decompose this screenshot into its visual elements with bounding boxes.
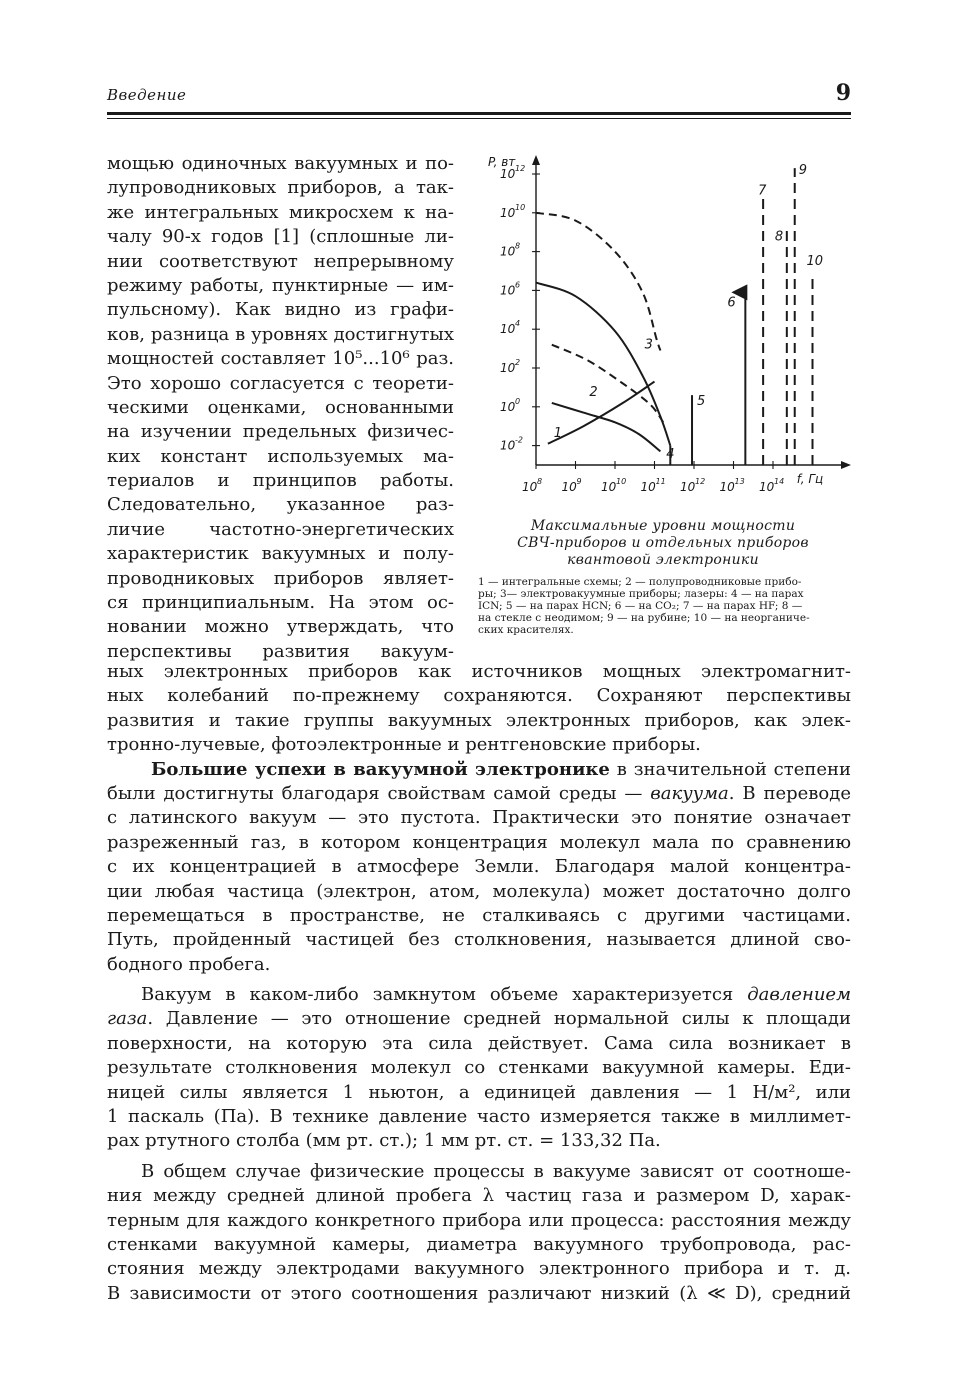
series-label-3: 3 — [644, 337, 653, 353]
y-tick-exponent: 12 — [515, 164, 526, 173]
text-line: с латинского вакуум — это пустота. Практически это понятие означает — [107, 807, 851, 829]
series-label-2: 2 — [589, 385, 598, 401]
x-tick-label: 10 — [719, 480, 735, 494]
legend-line: ICN; 5 — на парах HCN; 6 — на CO₂; 7 — на парах HF; 8 — — [478, 600, 803, 612]
caption-line: Максимальные уровни мощности — [530, 518, 796, 534]
text-line: лупроводниковых приборов, а так- — [107, 177, 454, 199]
x-axis-arrow — [841, 461, 851, 469]
x-tick-exponent: 11 — [655, 477, 666, 486]
y-tick-exponent: 2 — [515, 358, 521, 367]
y-tick-exponent: -2 — [515, 435, 523, 445]
emphasis: вакуума — [650, 782, 729, 804]
text-line: ных колебаний по-прежнему сохраняются. Сохраняют перспективы — [107, 685, 851, 707]
emphasis: газа — [107, 1008, 148, 1030]
text-line: перспективы развития вакуум- — [107, 640, 454, 662]
text-line: нии соответствуют непрерывному — [107, 250, 454, 272]
x-tick-exponent: 10 — [616, 477, 627, 486]
text-line: ницей силы является 1 ньютон, а единицей давления — 1 Н/м², или — [107, 1081, 851, 1103]
legend-line: на стекле с неодимом; 9 — на рубине; 10 — на неорганиче- — [478, 612, 810, 624]
text-line: личие частотно-энергетических — [107, 518, 454, 540]
y-tick-exponent: 0 — [515, 396, 521, 406]
figure-legend — [478, 576, 850, 636]
x-tick-exponent: 12 — [695, 477, 706, 486]
y-tick-label: 10 — [500, 399, 516, 414]
x-tick-label: 10 — [522, 480, 538, 494]
text-line: бодного пробега. — [107, 953, 271, 975]
marker-label-8: 8 — [774, 229, 784, 245]
paragraph-line: Большие успехи в вакуумной электронике в значительной степени — [151, 758, 851, 780]
y-tick-label: 10 — [500, 438, 516, 453]
header-rule-thick — [107, 112, 851, 115]
text-line: ции любая частица (электрон, атом, молекула) может достаточно долго — [107, 880, 851, 902]
text-line: терным для каждого конкретного прибора или процесса: расстояния между — [107, 1209, 851, 1231]
text-line: пульсному). Как видно из графи- — [107, 299, 454, 321]
text-line: ких констант используемых ма- — [107, 445, 454, 467]
y-axis-arrow — [532, 155, 540, 165]
main-body-text — [107, 660, 851, 1306]
x-tick-label: 10 — [680, 480, 696, 494]
text-line: результате столкновения молекул со стенками вакуумной камеры. Еди- — [107, 1057, 851, 1079]
paragraph-line: Вакуум в каком-либо замкнутом объеме характеризуется давлением — [141, 984, 851, 1006]
series-line-5 — [536, 213, 660, 351]
x-axis-label: f, Гц — [796, 472, 824, 486]
emphasis: давлением — [747, 984, 851, 1006]
series-label-1: 1 — [553, 425, 563, 441]
legend-line: 1 — интегральные схемы; 2 — полупроводниковые прибо- — [478, 576, 802, 588]
marker-label-10: 10 — [806, 253, 824, 269]
text-line: мощью одиночных вакуумных и по- — [107, 153, 454, 174]
y-tick-label: 10 — [500, 244, 516, 259]
series-line-2 — [552, 403, 661, 452]
text-line: Это хорошо согласуется с теорети- — [107, 372, 454, 394]
marker-label-5: 5 — [697, 394, 706, 410]
text-line: режиму работы, пунктирные — им- — [107, 274, 454, 296]
legend-line: ских красителях. — [478, 624, 574, 636]
caption-line: квантовой электроники — [567, 552, 759, 568]
figure-caption — [482, 518, 844, 569]
marker-label-7: 7 — [758, 183, 767, 199]
y-tick-exponent: 8 — [515, 241, 521, 251]
paragraph-line: В общем случае физические процессы в вакууме зависят от соотноше- — [141, 1160, 851, 1182]
x-tick-exponent: 8 — [537, 477, 543, 486]
y-tick-label: 10 — [500, 322, 516, 337]
text-line: чалу 90-х годов [1] (сплошные ли- — [107, 226, 454, 248]
bold-lead: Большие успехи в вакуумной электронике — [151, 758, 610, 780]
text-line: развития и такие группы вакуумных электронных приборов, как элек- — [107, 709, 851, 731]
text-line: ческими оценками, основанными — [107, 396, 454, 418]
text-line: поверхности, на которую эта сила действует. Сама сила возникает в — [107, 1032, 851, 1054]
paragraph-line: газа. Давление — это отношение средней нормальной силы к площади — [107, 1008, 851, 1030]
y-tick-exponent: 6 — [515, 280, 521, 290]
x-tick-label: 10 — [561, 480, 577, 494]
page-number: 9 — [835, 80, 851, 106]
header-rule-thin — [107, 118, 851, 119]
marker-label-9: 9 — [798, 163, 808, 179]
text-line: на изучении предельных физичес- — [107, 421, 454, 443]
marker-label-6: 6 — [727, 295, 736, 311]
text-line: новании можно утверждать, что — [107, 616, 454, 638]
y-tick-exponent: 4 — [515, 319, 521, 329]
y-tick-label: 10 — [500, 283, 516, 298]
paragraph-line: были достигнуты благодаря свойствам самой среды — вакуума. В переводе — [107, 782, 851, 804]
y-tick-label: 10 — [500, 361, 516, 375]
text-line: разреженный газ, в котором концентрация молекул мала по сравнению — [107, 831, 851, 853]
x-tick-exponent: 9 — [576, 477, 582, 486]
text-line: же интегральных микросхем к на- — [107, 201, 454, 223]
text-line: териалов и принципов работы. — [107, 470, 454, 492]
caption-line: СВЧ-приборов и отдельных приборов — [517, 535, 809, 551]
text-line: ния между средней длиной пробега λ частиц газа и размером D, харак- — [107, 1185, 851, 1207]
text-line: В зависимости от этого соотношения различают низкий (λ ≪ D), средний — [107, 1282, 851, 1304]
x-tick-exponent: 14 — [774, 477, 785, 486]
text-line: тронно-лучевые, фотоэлектронные и рентгеновские приборы. — [107, 734, 701, 756]
chart-svg — [486, 150, 856, 510]
text-line: ся принципиальным. На этом ос- — [107, 592, 454, 614]
running-header: Введение — [107, 86, 187, 104]
text-line: стенками вакуумной камеры, диаметра вакуумного трубопровода, рас- — [107, 1233, 851, 1255]
marker-label-4: 4 — [666, 447, 675, 462]
y-tick-label: 10 — [500, 167, 516, 181]
x-tick-label: 10 — [601, 480, 617, 494]
text-line: перемещаться в пространстве, не сталкиваясь с другими частицами. — [107, 904, 851, 926]
y-tick-exponent: 10 — [515, 202, 526, 212]
text-line: 1 паскаль (Па). В технике давление часто измеряется также в миллимет- — [107, 1106, 851, 1128]
text-line: характеристик вакуумных и полу- — [107, 543, 454, 565]
text-line: Путь, пройденный частицей без столкновения, называется длиной сво- — [107, 929, 851, 951]
left-column-text — [107, 152, 454, 664]
text-line: стояния между электродами вакуумного электронного прибора и т. д. — [107, 1258, 851, 1280]
legend-line: ры; 3— электровакуумные приборы; лазеры: 4 — на парах — [478, 588, 804, 600]
series-line-4 — [536, 283, 670, 446]
y-axis-label: P, вт — [488, 155, 516, 169]
text-line: ных электронных приборов как источников мощных электромагнит- — [107, 661, 851, 682]
power-frequency-chart — [486, 150, 856, 510]
text-line: с их концентрацией в атмосфере Земли. Благодаря малой концентра- — [107, 856, 851, 878]
x-tick-label: 10 — [640, 480, 656, 494]
text-line: проводниковых приборов являет- — [107, 567, 454, 589]
x-tick-label: 10 — [759, 480, 775, 494]
text-line: мощностей составляет 10⁵...10⁶ раз. — [107, 348, 454, 370]
text-line: рах ртутного столба (мм рт. ст.); 1 мм рт. ст. = 133,32 Па. — [107, 1130, 661, 1152]
y-tick-label: 10 — [500, 205, 516, 220]
text-line: Следовательно, указанное раз- — [107, 494, 454, 516]
x-tick-exponent: 13 — [734, 477, 745, 486]
text-line: ков, разница в уровнях достигнутых — [107, 323, 454, 345]
